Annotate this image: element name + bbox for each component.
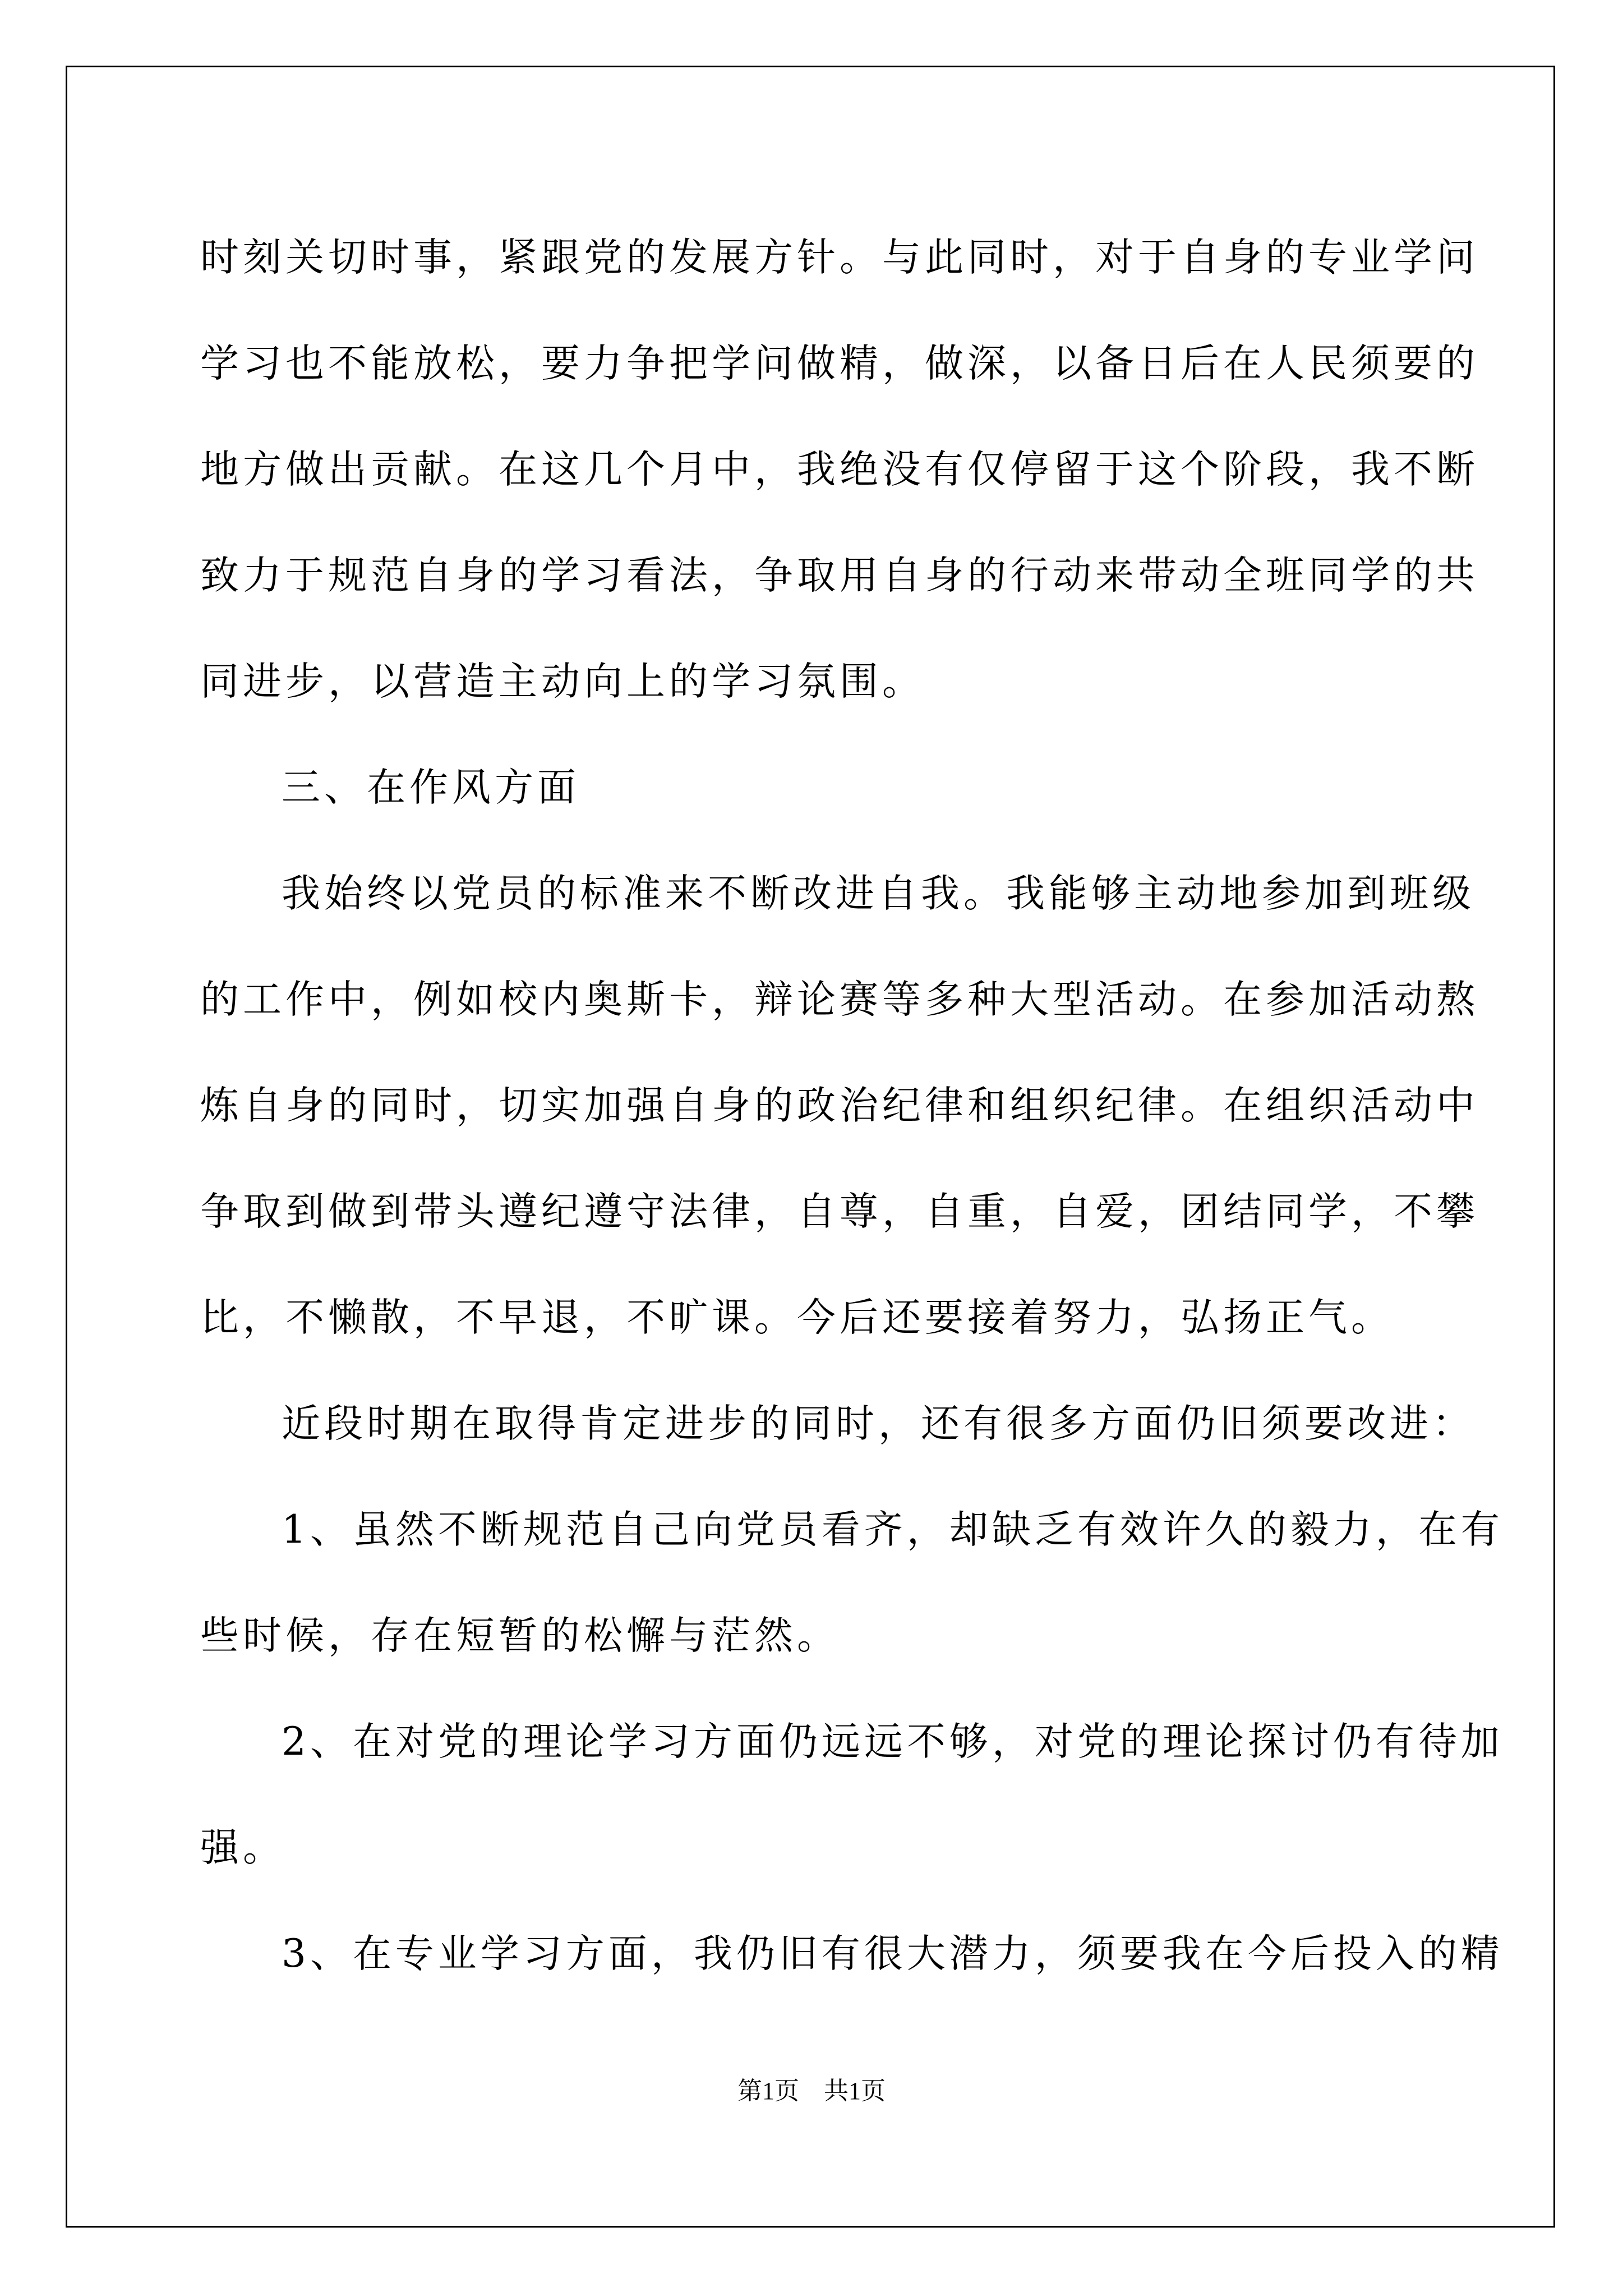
text-line: 些时候，存在短暂的松懈与茫然。 bbox=[200, 1613, 840, 1658]
list-item: 3、在专业学习方面，我仍旧有很大潜力，须要我在今后投入的精 bbox=[282, 1931, 1504, 1976]
text-line: 我始终以党员的标准来不断改进自我。我能够主动地参加到班级 bbox=[282, 871, 1475, 916]
document-body bbox=[200, 205, 1504, 2007]
text-line: 强。 bbox=[200, 1825, 285, 1870]
list-item: 1、虽然不断规范自己向党员看齐，却缺乏有效许久的毅力，在有 bbox=[282, 1507, 1504, 1552]
text-line: 比，不懒散，不早退，不旷课。今后还要接着努力，弘扬正气。 bbox=[200, 1295, 1394, 1340]
text-line: 近段时期在取得肯定进步的同时，还有很多方面仍旧须要改进： bbox=[282, 1401, 1475, 1446]
text-line: 学习也不能放松，要力争把学问做精，做深，以备日后在人民须要的 bbox=[200, 341, 1479, 386]
text-line: 致力于规范自身的学习看法，争取用自身的行动来带动全班同学的共 bbox=[200, 553, 1479, 598]
page-number: 第1页 bbox=[737, 2077, 799, 2105]
list-item: 2、在对党的理论学习方面仍远远不够，对党的理论探讨仍有待加 bbox=[282, 1719, 1504, 1764]
text-line: 争取到做到带头遵纪遵守法律，自尊，自重，自爱，团结同学，不攀 bbox=[200, 1189, 1479, 1234]
text-line: 同进步，以营造主动向上的学习氛围。 bbox=[200, 659, 925, 704]
text-line: 时刻关切时事，紧跟党的发展方针。与此同时，对于自身的专业学问 bbox=[200, 235, 1479, 280]
page-count: 共1页 bbox=[824, 2077, 886, 2105]
text-line: 地方做出贡献。在这几个月中，我绝没有仅停留于这个阶段，我不断 bbox=[200, 447, 1479, 492]
text-line: 的工作中，例如校内奥斯卡，辩论赛等多种大型活动。在参加活动熬 bbox=[200, 977, 1479, 1022]
text-line: 炼自身的同时，切实加强自身的政治纪律和组织纪律。在组织活动中 bbox=[200, 1083, 1479, 1128]
page-footer bbox=[0, 2074, 1623, 2108]
section-heading: 三、在作风方面 bbox=[282, 765, 580, 810]
